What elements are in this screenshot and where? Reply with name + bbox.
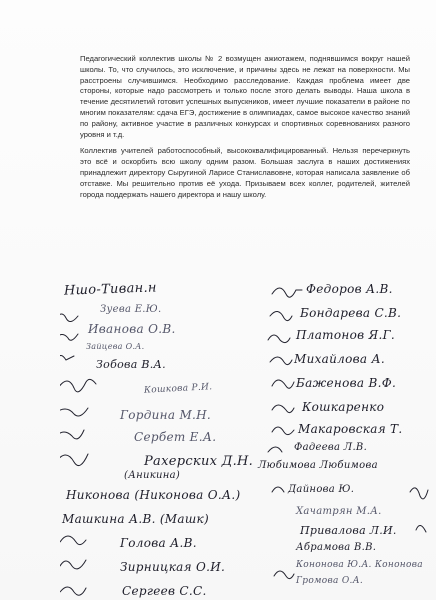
signature-left-15: Сергеев С.С.: [122, 584, 207, 598]
signature-left-7: Гордина М.Н.: [120, 408, 212, 422]
signature-left-4: Зайцева О.А.: [86, 342, 145, 351]
signature-right-6: Кошкаренко: [302, 400, 385, 414]
signature-left-8: Сербет Е.А.: [134, 430, 217, 444]
letter-paragraph-1: Педагогический коллектив школы № 2 возмущен ажиотажем, поднявшимся вокруг нашей школы. То, что случилось, это исключение, и причины здесь не лежат на поверхности. Мы расстроены случившимся. Необходимо расследование. Каждая проблема имеет две стороны, которые надо рассмотреть и только после этого делать выводы. Наша школа в течение десятилетий готовит успешных выпускников, имеет лучшие показатели в районе по многим показателям: сдача ЕГЭ, достижение в олимпиадах, самое высокое качество знаний по району, активное участие в различных конкурсах и спортивных соревнованиях разного уровня и т.д.: [80, 54, 410, 139]
signature-left-14: Зирницкая О.И.: [120, 560, 226, 574]
signature-left-11: Никонова (Никонова О.А.): [66, 488, 241, 502]
signature-right-10: Дайнова Ю.: [288, 484, 355, 495]
signature-right-3: Платонов Я.Г.: [296, 328, 395, 342]
signature-left-5: Зобова В.А.: [96, 358, 166, 371]
signature-left-2: Зуева Е.Ю.: [100, 304, 162, 315]
signature-right-14: Кононова Ю.А. Кононова: [296, 560, 423, 570]
signature-right-5: Баженова В.Ф.: [296, 376, 397, 390]
signature-right-13: Абрамова В.В.: [296, 542, 377, 553]
signature-right-15: Громова О.А.: [296, 576, 363, 586]
signature-left-3: Иванова О.В.: [88, 322, 176, 336]
signature-right-11: Хачатрян М.А.: [296, 506, 382, 517]
signature-right-2: Бондарева С.В.: [300, 306, 402, 320]
signature-right-9: Любимова Любимова: [258, 460, 378, 471]
letter-paragraph-2: Коллектив учителей работоспособный, высококвалифицированный. Нельзя перечеркнуть это всё и оскорбить всю школу одним разом. Большая заслуга в наших достижениях принадлежит директору Сыругиной Ларисе Станиславовне, которая написала заявление об отставке. Мы решительно против её ухода. Призываем всех коллег, родителей, жителей города поддержать нашего директора и нашу школу.: [80, 146, 410, 199]
signatures-area: [60, 280, 436, 600]
letter-body: [80, 54, 410, 206]
signature-left-12: Машкина А.В. (Машк): [62, 512, 209, 526]
signature-right-1: Федоров А.В.: [306, 282, 393, 296]
signature-left-10: (Аникина): [124, 470, 181, 481]
signature-right-4: Михайлова А.: [294, 352, 385, 366]
signature-left-13: Голова А.В.: [120, 536, 197, 550]
signature-left-6: Кошкова Р.И.: [143, 382, 213, 396]
signature-right-8: Фадеева Л.В.: [294, 442, 368, 453]
signature-left-9: Рахерских Д.Н.: [144, 454, 254, 469]
signature-right-12: Привалова Л.И.: [300, 524, 397, 537]
signature-left-1: Ншо-Тиван.н: [63, 280, 158, 299]
signature-right-7: Макаровская Т.: [298, 422, 403, 436]
